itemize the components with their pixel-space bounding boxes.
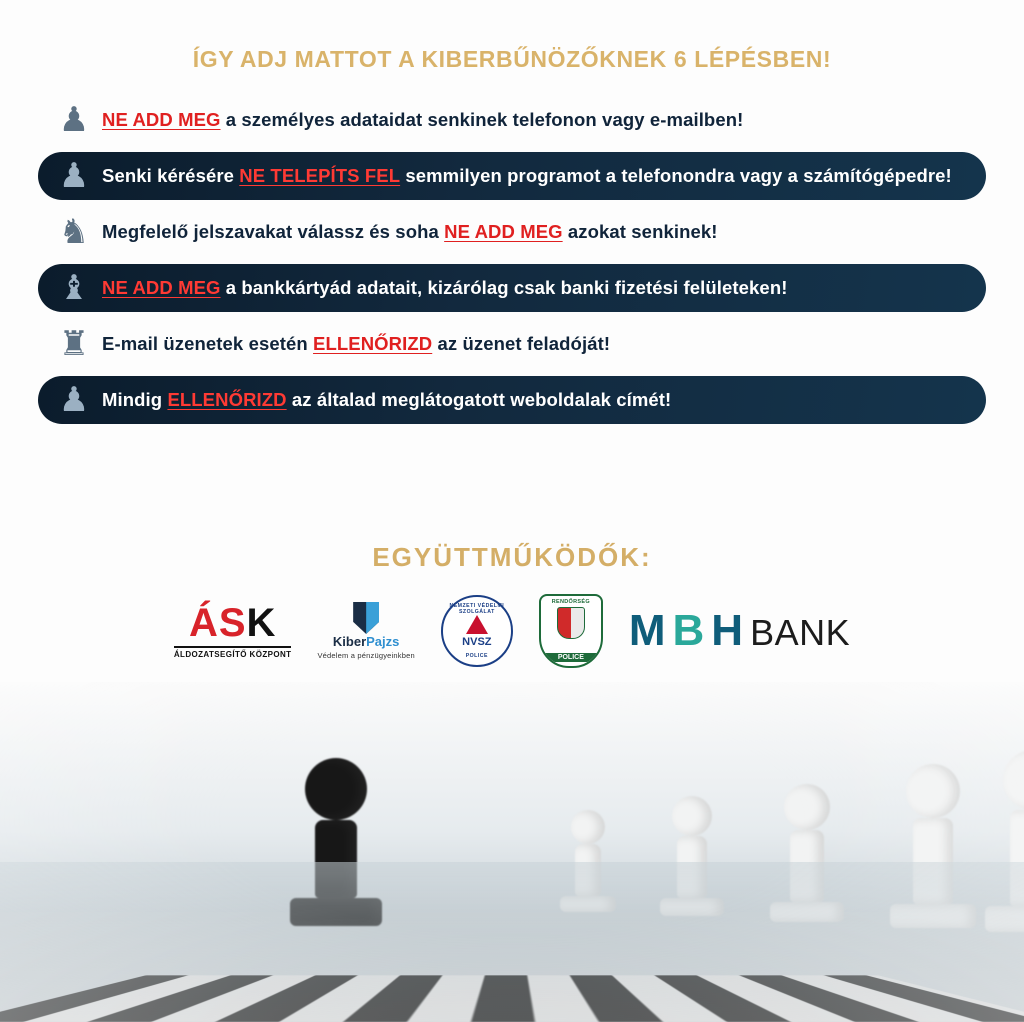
kiberpajzs-logo <box>317 602 414 660</box>
tip-highlight: NE ADD MEG <box>102 108 221 130</box>
chess-pawn-icon: ♟ <box>58 101 90 139</box>
shield-icon <box>353 602 379 634</box>
nvsz-badge-icon <box>441 595 513 667</box>
kiberpajzs-word-pajzs: Pajzs <box>366 634 400 649</box>
tip-text <box>96 388 671 413</box>
tip-highlight: NE ADD MEG <box>102 276 221 298</box>
chess-pawn-icon: ♟ <box>58 381 90 419</box>
mbh-letter-m: M <box>628 606 665 655</box>
tip-plain: az üzenet feladóját! <box>432 332 611 354</box>
partner-logos <box>0 586 1024 676</box>
board-light-overlay <box>0 862 1024 1022</box>
tip-text <box>96 108 743 133</box>
tip-plain: a személyes adataidat senkinek telefonon vagy e-mailben! <box>220 108 744 130</box>
mbh-wordmark <box>629 606 850 656</box>
mbh-letter-b: B <box>672 606 704 655</box>
tip-highlight: NE TELEPÍTS FEL <box>239 164 401 186</box>
mbh-bank-logo <box>629 606 850 656</box>
rendorseg-logo <box>539 594 603 668</box>
page-title: ÍGY ADJ MATTOT A KIBERBŰNÖZŐKNEK 6 LÉPÉSBEN! <box>192 46 832 72</box>
nvsz-label: NVSZ <box>462 635 492 648</box>
chess-rook-icon: ♜ <box>58 325 90 363</box>
tip-plain: az általad meglátogatott weboldalak címét! <box>286 388 672 410</box>
tip-row <box>38 320 986 368</box>
ask-subtitle: ÁLDOZATSEGÍTŐ KÖZPONT <box>174 646 292 659</box>
mbh-bank-word: BANK <box>750 612 851 653</box>
ask-logo <box>173 600 292 659</box>
kiberpajzs-wordmark <box>333 634 399 649</box>
mbh-letter-h: H <box>711 606 743 655</box>
ask-word-k: K <box>246 600 277 645</box>
tips-list <box>38 96 986 432</box>
tip-row <box>38 96 986 144</box>
tip-row <box>38 208 986 256</box>
tip-plain: Megfelelő jelszavakat válassz és soha <box>102 220 445 242</box>
tip-row <box>38 152 986 200</box>
tip-plain: azokat senkinek! <box>562 220 718 242</box>
tip-plain: Mindig <box>102 388 168 410</box>
tip-plain: E-mail üzenetek esetén <box>102 332 314 354</box>
nvsz-arc-bottom: POLICE <box>465 653 488 659</box>
chess-knight-icon: ♞ <box>58 213 90 251</box>
tip-highlight: ELLENŐRIZD <box>313 332 433 354</box>
tip-text <box>96 220 718 245</box>
tip-text <box>96 164 952 189</box>
kiberpajzs-word-kiber: Kiber <box>332 634 367 649</box>
tip-highlight: ELLENŐRIZD <box>167 388 287 410</box>
coat-of-arms-icon <box>557 607 585 639</box>
kiberpajzs-subtitle: Védelem a pénzügyeinkben <box>317 651 415 660</box>
nvsz-logo <box>441 595 513 667</box>
rendorseg-bottom-text: POLICE <box>541 653 601 662</box>
tip-plain: semmilyen programot a telefonondra vagy a számítógépedre! <box>400 164 952 186</box>
tip-text <box>96 276 787 301</box>
tip-plain: Senki kérésére <box>102 164 240 186</box>
tip-text <box>96 332 610 357</box>
tip-row <box>38 376 986 424</box>
tip-plain: a bankkártyád adatait, kizárólag csak banki fizetési felületeken! <box>220 276 788 298</box>
chess-pawn-icon: ♟ <box>58 157 90 195</box>
police-shield-icon <box>539 594 603 668</box>
chess-board-photo <box>0 682 1024 1022</box>
chess-bishop-icon: ♝ <box>58 269 90 307</box>
nvsz-triangle-icon <box>466 615 488 634</box>
ask-word-as: ÁS <box>188 600 247 645</box>
tip-row <box>38 264 986 312</box>
ask-wordmark <box>188 600 277 645</box>
nvsz-arc-top: NEMZETI VÉDELMI SZOLGÁLAT <box>449 603 505 615</box>
partners-title: EGYÜTTMŰKÖDŐK: <box>372 542 652 572</box>
rendorseg-top-text: RENDŐRSÉG <box>551 599 590 605</box>
tip-highlight: NE ADD MEG <box>444 220 563 242</box>
